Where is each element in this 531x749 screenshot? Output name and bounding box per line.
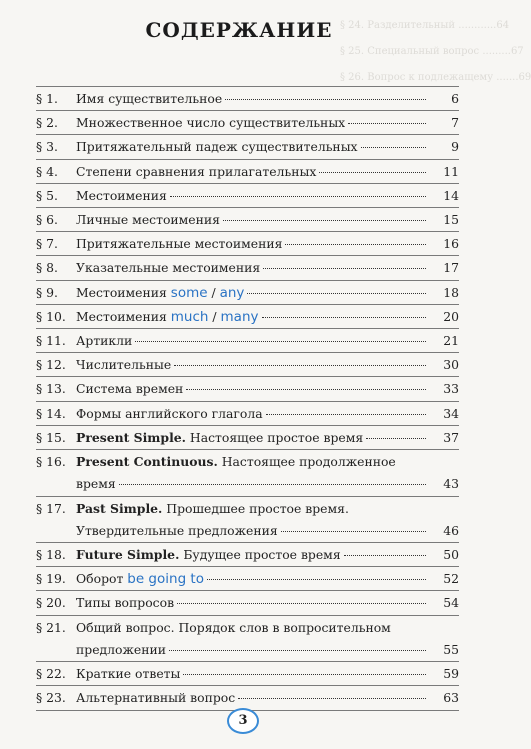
title-text: Числительные [76,357,172,373]
section-number: § 14. [36,405,66,421]
section-number: § 4. [36,163,58,179]
dot-leader [183,674,426,675]
row-divider [36,496,459,497]
title-text: Местоимения [76,187,167,203]
section-title [76,211,429,228]
page-ref: 43 [443,476,459,491]
row-divider [36,328,459,329]
section-number: § 8. [36,260,58,276]
title-text: Система времен [76,381,184,397]
section-title [76,259,429,276]
row-divider [36,661,459,662]
page-ref: 14 [443,187,459,203]
title-continuation: Утвердительные предложения [76,522,278,538]
title-text: Притяжательные местоимения [76,236,283,252]
section-title [76,308,429,326]
title-text: Артикли [76,333,133,348]
title-text: / [207,284,220,300]
english-term: some [170,284,208,301]
page-ref: 21 [443,333,459,348]
row-divider [36,352,459,353]
title-text: / [208,308,221,324]
row-divider [36,425,459,426]
section-number: § 23. [36,690,66,706]
toc-entry[interactable] [36,163,459,183]
tense-name: Past Simple. [76,500,163,516]
title-text: Формы английского глагола [76,405,263,421]
row-divider [36,542,459,543]
dot-leader [263,268,426,269]
row-divider [36,615,459,616]
row-divider [36,255,459,256]
title-text: Оборот [76,571,128,587]
title-text: Множественное число существительных [76,115,346,131]
dot-leader [223,220,426,221]
page-ref: 16 [443,236,459,252]
section-number: § 5. [36,187,58,203]
page-ref: 9 [451,139,459,155]
section-number: § 6. [36,212,58,227]
page-ref: 20 [443,308,459,324]
title-text: Альтернативный вопрос [76,690,236,706]
toc-entry[interactable] [36,138,459,158]
section-title [76,619,429,658]
toc-entry[interactable] [36,332,459,352]
section-title [76,114,429,131]
toc-entry[interactable] [36,665,459,685]
dot-leader [348,123,426,124]
page-ref: 59 [443,666,459,682]
row-divider [36,685,459,686]
english-term: be going to [127,571,204,588]
dot-leader [281,531,426,532]
section-title [76,453,429,492]
dot-leader [285,244,426,245]
section-title [76,665,429,682]
toc-entry[interactable] [36,187,459,207]
dot-leader [266,414,426,415]
page-ref: 55 [443,641,459,657]
dot-leader [135,341,426,342]
section-number: § 17. [36,500,66,516]
section-number: § 9. [36,284,58,300]
section-title [76,356,429,373]
section-number: § 20. [36,595,66,611]
tense-name: Future Simple. [76,547,180,562]
section-title [76,90,429,107]
section-number: § 15. [36,429,66,445]
title-text: Степени сравнения прилагательных [76,163,317,179]
title-text: Прошедшее простое время. [162,500,349,516]
toc-entry[interactable] [36,211,459,231]
english-term: many [220,308,259,325]
title-text: Местоимения [76,284,171,300]
section-number: § 3. [36,139,58,155]
toc-entry[interactable] [36,90,459,110]
toc-entry[interactable] [36,308,459,328]
section-number: § 11. [36,333,66,348]
page-ref: 17 [443,260,459,276]
toc-entry[interactable] [36,453,459,496]
toc-entry[interactable] [36,594,459,614]
section-number: § 22. [36,666,66,682]
section-number: § 16. [36,454,66,469]
row-divider [36,280,459,281]
tense-name: Present Continuous. [76,454,218,469]
page-ref: 34 [443,405,459,421]
title-text: Настоящее простое время [185,429,364,445]
row-divider [36,566,459,567]
section-title [76,500,429,539]
page-ref: 18 [443,284,459,300]
dot-leader [319,172,426,173]
show-through-text-2: § 25. Специальный вопрос .........67 [340,46,524,57]
dot-leader [119,484,426,485]
section-title [76,284,429,302]
page-ref: 30 [443,357,459,373]
dot-leader [344,555,426,556]
row-divider [36,183,459,184]
section-title [76,546,429,563]
title-text: Типы вопросов [76,595,175,611]
toc-entry[interactable] [36,405,459,425]
dot-leader [170,196,426,197]
page-title: СОДЕРЖАНИЕ [145,18,333,42]
dot-leader [262,317,427,318]
row-divider [36,207,459,208]
dot-leader [186,389,426,390]
section-title [76,594,429,611]
page-ref: 11 [443,163,459,179]
section-title [76,187,429,204]
row-divider [36,304,459,305]
page-ref: 46 [443,522,459,538]
toc-entry[interactable] [36,429,459,449]
title-text: Будущее простое время [179,547,341,562]
page-ref: 15 [443,212,459,227]
tense-name: Present Simple. [76,429,186,445]
toc-entry[interactable] [36,380,459,400]
row-divider [36,231,459,232]
toc-entry[interactable] [36,114,459,134]
title-text: Притяжательный падеж существительных [76,139,358,155]
section-number: § 18. [36,547,66,562]
section-title [76,332,429,349]
toc-entry[interactable] [36,259,459,279]
toc-entry[interactable] [36,619,459,662]
section-title [76,689,429,706]
row-divider [36,159,459,160]
section-title [76,235,429,252]
section-title [76,138,429,155]
dot-leader [169,650,426,651]
section-title [76,429,429,446]
dot-leader [174,365,426,366]
show-through-text-3: § 26. Вопрос к подлежащему .......69 [340,72,531,83]
section-title [76,380,429,397]
page-ref: 7 [451,115,459,131]
section-number: § 10. [36,308,66,324]
toc-entry[interactable] [36,689,459,709]
row-divider [36,110,459,111]
title-continuation: предложении [76,641,166,657]
section-number: § 7. [36,236,58,252]
dot-leader [247,293,426,294]
dot-leader [207,579,426,580]
section-number: § 19. [36,571,66,587]
row-divider [36,376,459,377]
section-title [76,570,429,588]
row-divider [36,401,459,402]
show-through-text-1: § 24. Разделительный ............64 [340,20,510,31]
toc-entry[interactable] [36,284,459,304]
row-divider [36,134,459,135]
page-number-badge: 3 [227,708,259,734]
english-term: much [170,308,209,325]
dot-leader [238,698,426,699]
section-title [76,405,429,422]
page-ref: 52 [443,571,459,587]
title-text: Настоящее продолженное [217,454,396,469]
toc-entry[interactable] [36,235,459,255]
dot-leader [361,147,426,148]
section-number: § 13. [36,381,66,397]
title-text: Краткие ответы [76,666,181,682]
page-ref: 6 [451,91,459,106]
title-text: Местоимения [76,308,171,324]
page-ref: 33 [443,381,459,397]
dot-leader [177,603,426,604]
page-ref: 37 [443,429,459,445]
row-divider [36,86,459,87]
title-text: Указательные местоимения [76,260,261,276]
section-number: § 1. [36,91,58,106]
page-ref: 63 [443,690,459,706]
row-divider [36,590,459,591]
toc-entry[interactable] [36,500,459,543]
section-number: § 21. [36,619,66,635]
section-number: § 12. [36,357,66,373]
title-continuation: время [76,476,116,491]
title-text: Общий вопрос. Порядок слов в вопросительном [76,619,391,635]
section-number: § 2. [36,115,58,131]
page-ref: 54 [443,595,459,611]
section-title [76,163,429,180]
title-text: Личные местоимения [76,212,220,227]
english-term: any [219,284,245,301]
title-text: Имя существительное [76,91,223,106]
toc-entry[interactable] [36,356,459,376]
toc-entry[interactable] [36,570,459,590]
toc-entry[interactable] [36,546,459,566]
dot-leader [225,99,426,100]
row-divider [36,449,459,450]
dot-leader [366,438,426,439]
page-ref: 50 [443,547,459,562]
